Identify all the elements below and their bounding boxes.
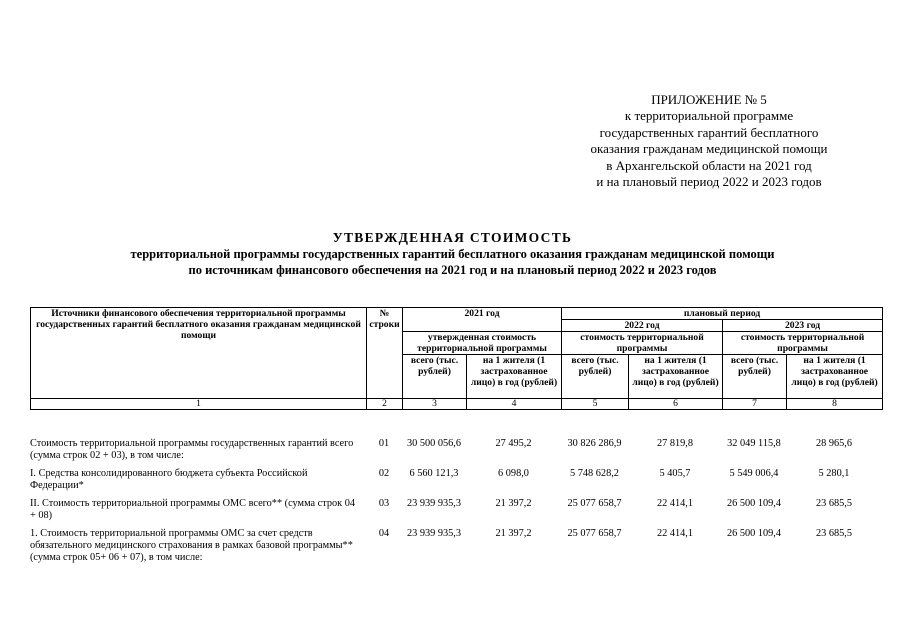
row-value-2021-per-capita: 21 397,2 (495, 528, 532, 539)
header-cost-2023: стоимость территориальной программы (723, 332, 883, 355)
row-value-2021-total: 6 560 121,3 (409, 468, 459, 479)
row-value-2022-per-capita: 22 414,1 (656, 498, 694, 509)
header-total: всего (тыс. рублей) (723, 355, 787, 399)
row-value-2021-per-capita: 21 397,2 (495, 498, 532, 509)
column-number: 8 (787, 399, 883, 410)
row-value-2023-total: 5 549 006,4 (729, 468, 779, 479)
header-year-2023: 2023 год (723, 320, 883, 332)
row-value-2022-total: 25 077 658,7 (567, 498, 622, 509)
row-value-2023-total: 26 500 109,4 (726, 498, 782, 509)
row-source: II. Стоимость территориальной программы ОМС всего** (сумма строк 04 + 08) (30, 498, 356, 521)
row-number: 01 (378, 438, 390, 449)
row-source: 1. Стоимость территориальной программы ОМС за счет средств обязательного медицинского страхования в рамках базовой программы** (сумма строк 05+ 06 + 07), в том числе: (30, 528, 353, 563)
row-value-2021-total: 23 939 935,3 (406, 528, 462, 539)
header-year-2021: 2021 год (403, 308, 562, 332)
document-subtitle-line: по источникам финансового обеспечения на 2021 год и на плановый период 2022 и 2023 годов (188, 263, 717, 277)
table-row (30, 468, 882, 498)
row-number: 04 (378, 528, 390, 539)
row-value-2022-per-capita: 27 819,8 (656, 438, 694, 449)
appendix-block (548, 92, 870, 190)
table-row (30, 498, 882, 528)
column-number: 6 (629, 399, 723, 410)
column-number: 4 (467, 399, 562, 410)
row-value-2023-per-capita: 23 685,5 (815, 528, 853, 539)
column-number: 5 (562, 399, 629, 410)
row-value-2023-per-capita: 5 280,1 (818, 468, 850, 479)
row-number: 02 (378, 468, 390, 479)
row-value-2022-total: 25 077 658,7 (567, 528, 622, 539)
column-number: 1 (31, 399, 367, 410)
appendix-line: государственных гарантий бесплатного (599, 124, 819, 140)
header-planning-period: плановый период (562, 308, 883, 320)
document-heading (0, 229, 905, 278)
row-value-2022-total: 30 826 286,9 (567, 438, 622, 449)
header-year-2022: 2022 год (562, 320, 723, 332)
header-cost-2022: стоимость территориальной программы (562, 332, 723, 355)
row-value-2022-per-capita: 22 414,1 (656, 528, 694, 539)
table-row (30, 528, 882, 570)
cost-table-body (30, 438, 882, 570)
row-source: I. Средства консолидированного бюджета субъекта Российской Федерации* (30, 468, 308, 491)
row-value-2021-total: 23 939 935,3 (406, 498, 462, 509)
row-value-2023-per-capita: 28 965,6 (815, 438, 853, 449)
appendix-line: и на плановый период 2022 и 2023 годов (596, 174, 822, 190)
row-number: 03 (378, 498, 390, 509)
row-value-2022-total: 5 748 628,2 (570, 468, 619, 479)
header-per-capita: на 1 жителя (1 застрахованное лицо) в год (рублей) (787, 355, 883, 399)
column-number: 2 (367, 399, 403, 410)
appendix-line: ПРИЛОЖЕНИЕ № 5 (651, 92, 767, 107)
column-number: 7 (723, 399, 787, 410)
appendix-line: к территориальной программе (624, 108, 794, 124)
row-value-2021-per-capita: 27 495,2 (495, 438, 532, 449)
column-number: 3 (403, 399, 467, 410)
row-value-2021-total: 30 500 056,6 (406, 438, 462, 449)
table-row (30, 438, 882, 468)
document-title: УТВЕРЖДЕННАЯ СТОИМОСТЬ (332, 230, 573, 245)
document-subtitle-line: территориальной программы государственных гарантий бесплатного оказания гражданам медицинской помощи (130, 247, 775, 261)
header-sources: Источники финансового обеспечения территориальной программы государственных гарантий бесплатного оказания гражданам медицинской помощи (31, 308, 367, 399)
row-value-2022-per-capita: 5 405,7 (659, 468, 691, 479)
header-per-capita: на 1 жителя (1 застрахованное лицо) в год (рублей) (467, 355, 562, 399)
header-total: всего (тыс. рублей) (562, 355, 629, 399)
cost-table-header (30, 307, 883, 410)
row-value-2021-per-capita: 6 098,0 (498, 468, 529, 479)
row-value-2023-total: 32 049 115,8 (727, 438, 781, 449)
header-row-number: № строки (367, 308, 403, 399)
row-source: Стоимость территориальной программы государственных гарантий всего (сумма строк 02 + 03), в том числе: (30, 438, 354, 461)
header-approved-cost: утвержденная стоимость территориальной программы (403, 332, 562, 355)
appendix-line: оказания гражданам медицинской помощи (590, 141, 828, 157)
header-total: всего (тыс. рублей) (403, 355, 467, 399)
row-value-2023-total: 26 500 109,4 (726, 528, 782, 539)
header-per-capita: на 1 жителя (1 застрахованное лицо) в год (рублей) (629, 355, 723, 399)
row-value-2023-per-capita: 23 685,5 (815, 498, 853, 509)
appendix-line: в Архангельской области на 2021 год (606, 157, 812, 173)
